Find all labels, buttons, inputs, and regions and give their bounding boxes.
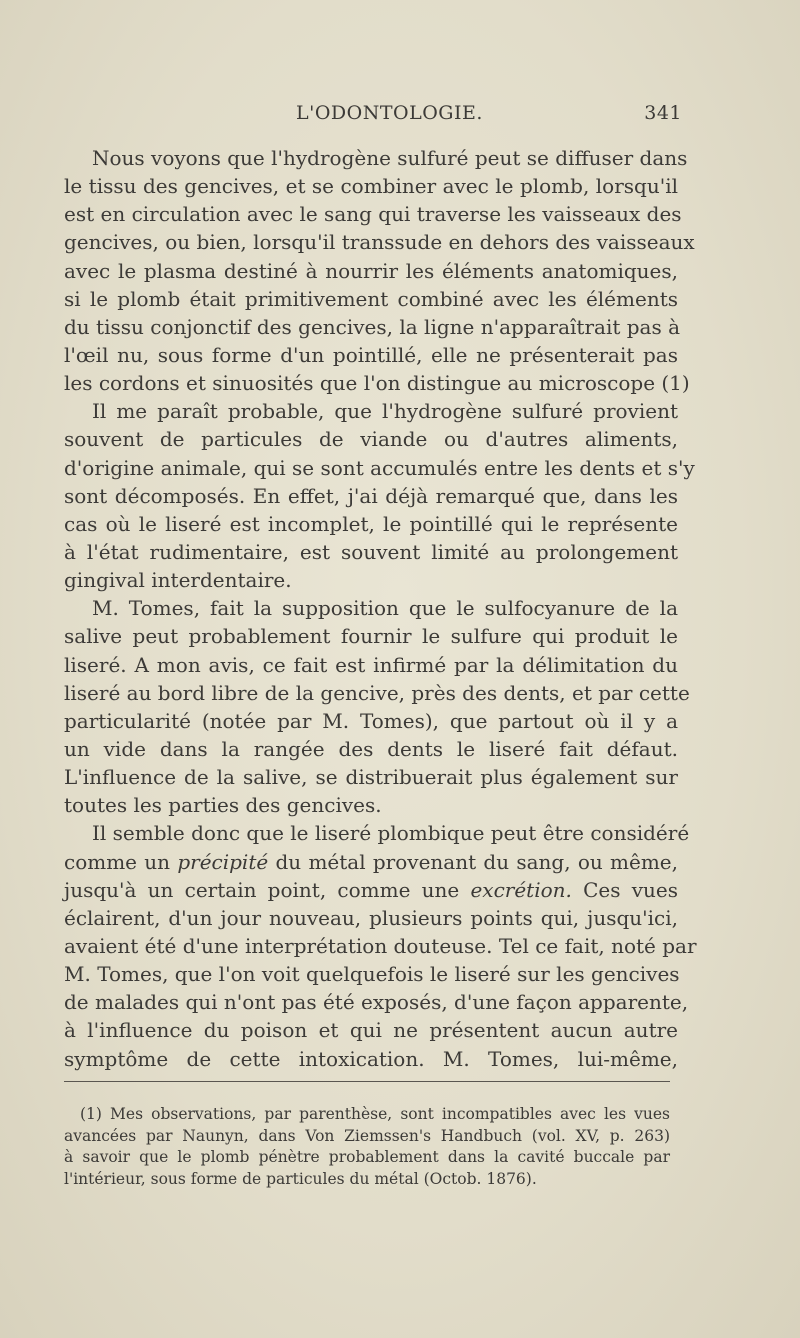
text-line: [64, 876, 678, 904]
text-line: si le plomb était primitivement combiné avec les éléments: [64, 286, 678, 311]
footnote-line: avancées par Naunyn, dans Von Ziemssen's Handbuch (vol. XV, p. 263): [64, 1126, 670, 1145]
body-text: [64, 144, 697, 1073]
running-title: L'ODONTOLOGIE.: [296, 102, 483, 124]
text-line: M. Tomes, fait la supposition que le sulfocyanure de la: [92, 596, 678, 621]
text-line: gingival interdentaire.: [64, 568, 292, 593]
text-segment: du métal provenant du sang, ou même,: [275, 849, 679, 874]
text-line: de malades qui n'ont pas été exposés, d'une façon apparente,: [64, 990, 689, 1015]
footnote-line: (1) Mes observations, par parenthèse, sont incompatibles avec les vues: [80, 1105, 670, 1123]
text-line: Il semble donc que le liseré plombique peut être considéré: [92, 821, 690, 846]
text-line: M. Tomes, que l'on voit quelquefois le liseré sur les gencives: [64, 962, 680, 987]
footnote-line: l'intérieur, sous forme de particules du métal (Octob. 1876).: [64, 1169, 537, 1188]
text-line: gencives, ou bien, lorsqu'il transsude en dehors des vaisseaux: [64, 230, 695, 255]
text-line: l'œil nu, sous forme d'un pointillé, elle ne présenterait pas: [64, 342, 678, 367]
italic-term: précipité: [177, 849, 269, 874]
text-line: cas où le liseré est incomplet, le pointillé qui le représente: [64, 511, 678, 536]
text-line: est en circulation avec le sang qui traverse les vaisseaux des: [64, 202, 682, 227]
text-line: avaient été d'une interprétation douteuse. Tel ce fait, noté par: [64, 933, 697, 958]
page-number: 341: [644, 102, 682, 124]
text-line: sont décomposés. En effet, j'ai déjà remarqué que, dans les: [64, 483, 678, 508]
text-line: toutes les parties des gencives.: [64, 793, 382, 818]
footnote: [64, 1104, 670, 1190]
text-line: d'origine animale, qui se sont accumulés entre les dents et s'y: [64, 455, 695, 480]
text-line: Il me paraît probable, que l'hydrogène sulfuré provient: [92, 399, 678, 424]
text-line: liseré au bord libre de la gencive, près des dents, et par cette: [64, 680, 690, 705]
text-segment: comme un: [64, 849, 171, 874]
text-line: Nous voyons que l'hydrogène sulfuré peut se diffuser dans: [92, 146, 688, 170]
text-line: liseré. A mon avis, ce fait est infirmé par la délimitation du: [64, 652, 678, 677]
text-segment: Ces vues: [583, 877, 679, 902]
text-line: salive peut probablement fournir le sulfure qui produit le: [64, 624, 678, 649]
footnote-rule: [64, 1081, 670, 1082]
text-line: souvent de particules de viande ou d'autres aliments,: [64, 427, 678, 452]
italic-term: excrétion.: [470, 877, 572, 902]
text-line: à l'influence du poison et qui ne présentent aucun autre: [64, 1018, 678, 1043]
text-line: avec le plasma destiné à nourrir les éléments anatomiques,: [64, 258, 678, 283]
text-line: [64, 848, 678, 876]
running-header: [64, 100, 682, 130]
text-line: les cordons et sinuosités que l'on distingue au microscope (1): [64, 371, 690, 396]
text-line: à l'état rudimentaire, est souvent limité au prolongement: [64, 539, 678, 564]
text-line: un vide dans la rangée des dents le liseré fait défaut.: [64, 736, 678, 761]
text-line: du tissu conjonctif des gencives, la ligne n'apparaîtrait pas à: [64, 314, 681, 339]
text-line: particularité (notée par M. Tomes), que partout où il y a: [64, 708, 678, 733]
text-line: le tissu des gencives, et se combiner avec le plomb, lorsqu'il: [64, 174, 678, 199]
text-line: L'influence de la salive, se distribuerait plus également sur: [64, 765, 678, 790]
text-line: symptôme de cette intoxication. M. Tomes, lui-même,: [64, 1046, 678, 1071]
footnote-line: à savoir que le plomb pénètre probablement dans la cavité buccale par: [64, 1148, 670, 1166]
text-line: éclairent, d'un jour nouveau, plusieurs points qui, jusqu'ici,: [64, 905, 678, 930]
text-segment: jusqu'à un certain point, comme une: [64, 877, 460, 902]
